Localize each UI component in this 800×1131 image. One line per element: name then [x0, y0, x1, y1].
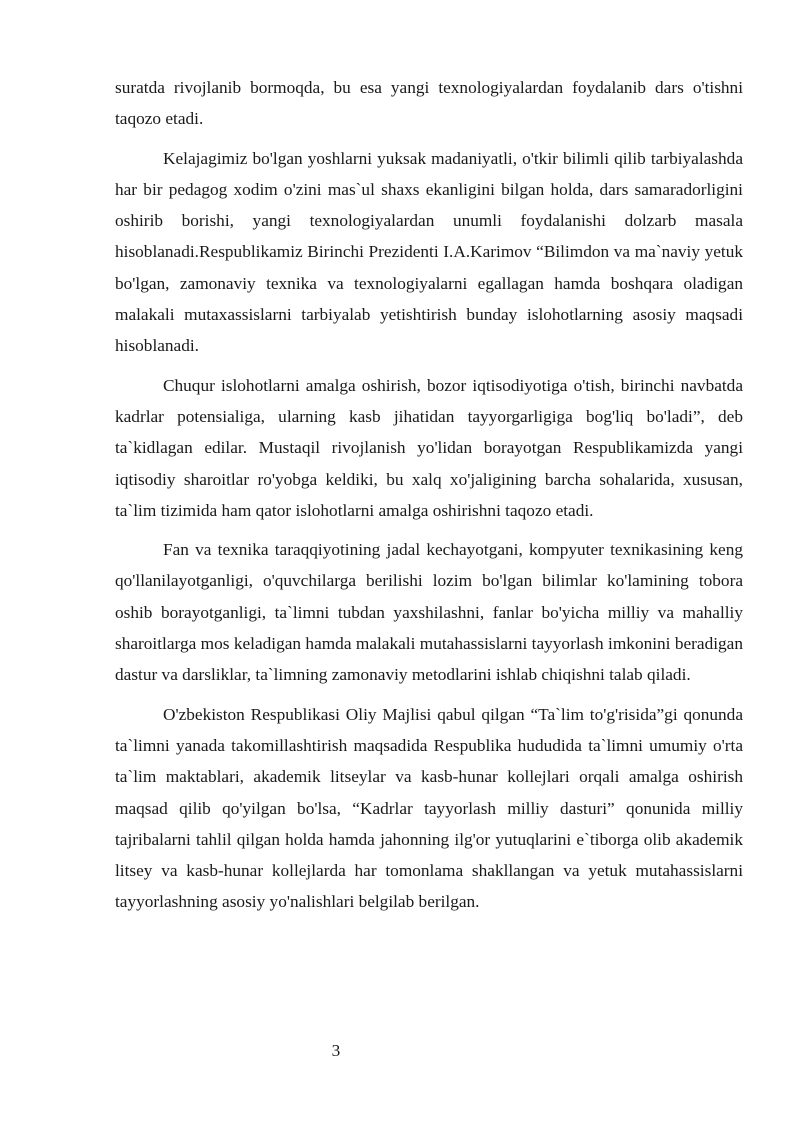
paragraph: O'zbekiston Respublikasi Oliy Majlisi qabul qilgan “Ta`lim to'g'risida”gi qonunda ta`limni yanada takomillashtirish maqsadida Respublika hududida ta`limni umumiy o'rta ta`lim maktablari, akademik litseylar va kasb-hunar kollejlari orqali amalga oshirish maqsad qilib qo'yilgan bo'lsa, “Kadrlar tayyorlash milliy dasturi” qonunida milliy tajribalarni tahlil qilgan holda hamda jahonning ilg'or yutuqlarini e`tiborga olib akademik litsey va kasb-hunar kollejlarda har tomonlama shakllangan va yetuk mutahassislarni tayyorlashning asosiy yo'nalishlari belgilab berilgan.: [115, 704, 743, 912]
paragraph: Fan va texnika taraqqiyotining jadal kechayotgani, kompyuter texnikasining keng qo'llanilayotganligi, o'quvchilarga berilishi lozim bo'lgan bilimlar ko'lamining tobora oshib borayotganligi, ta`limni tubdan yaxshilashni, fanlar bo'yicha milliy va mahalliy sharoitlarga mos keladigan hamda malakali mutahassislarni tayyorlash imkonini beradigan dastur va darsliklar, ta`limning zamonaviy metodlarini ishlab chiqishni talab qiladi.: [115, 540, 743, 685]
page-number: 3: [331, 1041, 341, 1060]
paragraph-continuation: suratda rivojlanib bormoqda, bu esa yangi texnologiyalardan foydalanib dars o'tishni taqozo etadi.: [115, 78, 743, 129]
paragraph: Chuqur islohotlarni amalga oshirish, bozor iqtisodiyotiga o'tish, birinchi navbatda kadrlar potensialiga, ularning kasb jihatidan tayyorgarligiga bog'liq bo'ladi”, deb ta`kidlagan edilar. Mustaqil rivojlanish yo'lidan borayotgan Respublikamizda yangi iqtisodiy sharoitlar ro'yobga keldiki, bu xalq xo'jaligining barcha sohalarida, xususan, ta`lim tizimida ham qator islohotlarni amalga oshirishni taqozo etadi.: [115, 375, 743, 520]
body-text: [115, 72, 743, 926]
paragraph: Kelajagimiz bo'lgan yoshlarni yuksak madaniyatli, o'tkir bilimli qilib tarbiyalashda har bir pedagog xodim o'zini mas`ul shaxs ekanligini bilgan holda, dars samaradorligini oshirib borishi, yangi texnologiyalardan unumli foydalanishi dolzarb masala hisoblanadi.Respublikamiz Birinchi Prezidenti I.A.Karimov “Bilimdon va ma`naviy yetuk bo'lgan, zamonaviy texnika va texnologiyalarni egallagan hamda boshqara oladigan malakali mutaxassislarni tarbiyalab yetishtirish bunday islohotlarning asosiy maqsadi hisoblanadi.: [115, 148, 743, 356]
